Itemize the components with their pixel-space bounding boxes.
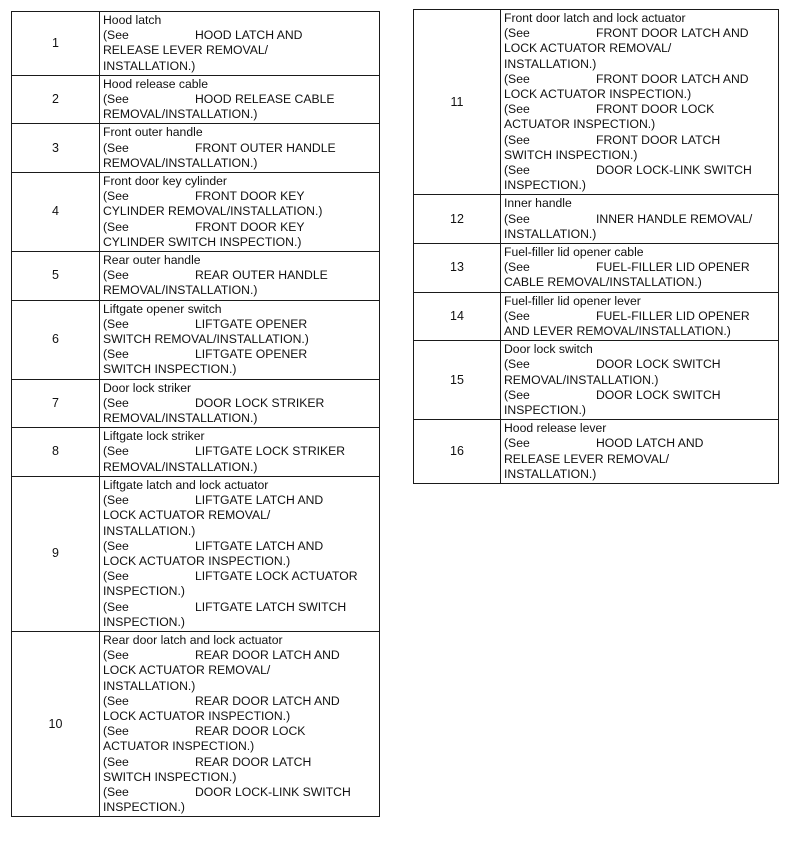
component-name: Fuel-filler lid opener lever [504, 293, 641, 308]
reference-text: REMOVAL/INSTALLATION.) [103, 107, 258, 122]
see-label: (See [504, 260, 530, 275]
reference-text: FRONT OUTER HANDLE [195, 140, 336, 155]
reference-text: REAR DOOR LOCK [195, 724, 306, 739]
reference-text: LIFTGATE OPENER [195, 316, 308, 331]
see-label: (See [103, 395, 129, 410]
item-number: 5 [12, 252, 100, 301]
component-name: Front door latch and lock actuator [504, 11, 686, 25]
reference-text: REAR DOOR LATCH AND [195, 693, 340, 708]
reference-text: LIFTGATE OPENER [195, 347, 308, 362]
reference-line [103, 694, 376, 709]
reference-text: INSPECTION.) [103, 614, 185, 629]
reference-text: DOOR LOCK SWITCH [596, 357, 721, 372]
component-name: Door lock switch [504, 342, 593, 357]
item-number: 6 [12, 300, 100, 379]
reference-text: LOCK ACTUATOR INSPECTION.) [103, 553, 291, 568]
reference-text: INSPECTION.) [103, 800, 185, 815]
item-description [100, 124, 380, 173]
reference-text: CABLE REMOVAL/INSTALLATION.) [504, 275, 702, 290]
reference-line [504, 178, 775, 193]
table-row [414, 341, 779, 420]
reference-line [103, 584, 376, 599]
see-label: (See [103, 444, 129, 459]
reference-line [504, 133, 775, 148]
reference-line [103, 569, 376, 584]
reference-text: FRONT DOOR LATCH AND [596, 26, 749, 41]
item-number: 7 [12, 379, 100, 428]
component-name: Liftgate opener switch [103, 301, 222, 316]
reference-line [504, 41, 775, 56]
reference-text: DOOR LOCK STRIKER [195, 395, 325, 410]
reference-line [103, 92, 376, 107]
reference-line [504, 275, 775, 290]
see-label: (See [103, 538, 129, 553]
item-number: 3 [12, 124, 100, 173]
see-label: (See [504, 436, 530, 451]
reference-text: SWITCH INSPECTION.) [504, 147, 638, 162]
reference-line [504, 227, 775, 242]
reference-text: AND LEVER REMOVAL/INSTALLATION.) [504, 324, 731, 339]
reference-text: LOCK ACTUATOR REMOVAL/ [103, 508, 271, 523]
item-number: 12 [414, 195, 501, 244]
see-label: (See [103, 724, 129, 739]
reference-text: SWITCH INSPECTION.) [103, 362, 237, 377]
item-description [100, 300, 380, 379]
see-label: (See [103, 754, 129, 769]
table-row [414, 10, 779, 195]
reference-line [504, 373, 775, 388]
reference-line [504, 57, 775, 72]
component-name: Rear outer handle [103, 253, 201, 268]
reference-line [103, 204, 376, 219]
reference-line [103, 524, 376, 539]
see-label: (See [504, 102, 530, 117]
table-row [12, 379, 380, 428]
item-number: 1 [12, 12, 100, 76]
reference-text: ACTUATOR INSPECTION.) [103, 739, 255, 754]
reference-text: LOCK ACTUATOR INSPECTION.) [504, 87, 692, 102]
reference-text: LIFTGATE LOCK STRIKER [195, 444, 346, 459]
item-number: 13 [414, 244, 501, 293]
reference-line [504, 452, 775, 467]
reference-line [103, 554, 376, 569]
reference-text: REAR OUTER HANDLE [195, 268, 328, 283]
table-row [414, 244, 779, 293]
item-number: 2 [12, 75, 100, 124]
reference-text: CYLINDER REMOVAL/INSTALLATION.) [103, 204, 323, 219]
reference-text: LOCK ACTUATOR INSPECTION.) [103, 708, 291, 723]
component-name: Front outer handle [103, 125, 203, 140]
reference-line [504, 388, 775, 403]
table-row [12, 12, 380, 76]
reference-text: HOOD LATCH AND [596, 436, 704, 451]
reference-line [504, 260, 775, 275]
item-description [100, 173, 380, 252]
reference-line [103, 724, 376, 739]
reference-line [103, 648, 376, 663]
reference-line [103, 663, 376, 678]
reference-text: FRONT DOOR KEY [195, 189, 305, 204]
reference-text: INNER HANDLE REMOVAL/ [596, 211, 753, 226]
table-row [12, 252, 380, 301]
reference-line [103, 396, 376, 411]
reference-text: HOOD RELEASE CABLE [195, 92, 335, 107]
item-description [501, 244, 779, 293]
reference-line [103, 600, 376, 615]
reference-line [103, 444, 376, 459]
reference-line [504, 309, 775, 324]
reference-line [504, 26, 775, 41]
reference-line [504, 467, 775, 482]
reference-line [504, 163, 775, 178]
item-description [100, 476, 380, 631]
reference-line [504, 436, 775, 451]
reference-text: REMOVAL/INSTALLATION.) [103, 459, 258, 474]
component-name: Fuel-filler lid opener cable [504, 245, 644, 260]
item-number: 9 [12, 476, 100, 631]
reference-text: SWITCH INSPECTION.) [103, 769, 237, 784]
reference-line [103, 28, 376, 43]
see-label: (See [103, 784, 129, 799]
reference-text: SWITCH REMOVAL/INSTALLATION.) [103, 332, 309, 347]
reference-line [103, 755, 376, 770]
reference-line [103, 283, 376, 298]
parts-table-left [11, 11, 380, 817]
reference-line [103, 615, 376, 630]
reference-text: FRONT DOOR LOCK [596, 102, 715, 117]
reference-text: LIFTGATE LATCH AND [195, 493, 324, 508]
reference-line [504, 102, 775, 117]
reference-text: FRONT DOOR LATCH AND [596, 71, 749, 86]
reference-text: INSPECTION.) [103, 584, 185, 599]
see-label: (See [103, 569, 129, 584]
reference-text: HOOD LATCH AND [195, 28, 303, 43]
reference-line [103, 317, 376, 332]
reference-line [103, 220, 376, 235]
parts-table-right-body [414, 10, 779, 484]
table-row [12, 173, 380, 252]
see-label: (See [504, 26, 530, 41]
reference-text: REMOVAL/INSTALLATION.) [103, 411, 258, 426]
reference-line [103, 189, 376, 204]
item-description [501, 292, 779, 341]
reference-line [103, 235, 376, 250]
reference-text: FRONT DOOR KEY [195, 219, 305, 234]
see-label: (See [504, 211, 530, 226]
reference-line [103, 785, 376, 800]
reference-text: REMOVAL/INSTALLATION.) [103, 155, 258, 170]
item-number: 11 [414, 10, 501, 195]
reference-line [103, 508, 376, 523]
see-label: (See [103, 693, 129, 708]
see-label: (See [504, 163, 530, 178]
reference-line [103, 709, 376, 724]
reference-line [103, 411, 376, 426]
reference-text: INSTALLATION.) [103, 678, 196, 693]
reference-text: INSTALLATION.) [504, 226, 597, 241]
item-number: 10 [12, 631, 100, 816]
reference-text: CYLINDER SWITCH INSPECTION.) [103, 234, 302, 249]
table-row [12, 300, 380, 379]
reference-text: INSPECTION.) [504, 403, 586, 418]
see-label: (See [504, 132, 530, 147]
component-name: Rear door latch and lock actuator [103, 632, 283, 647]
reference-text: DOOR LOCK SWITCH [596, 387, 721, 402]
reference-text: REAR DOOR LATCH AND [195, 648, 340, 663]
table-row [12, 631, 380, 816]
reference-line [504, 403, 775, 418]
see-label: (See [103, 316, 129, 331]
item-description [100, 12, 380, 76]
see-label: (See [103, 648, 129, 663]
reference-line [103, 107, 376, 122]
item-description [100, 379, 380, 428]
see-label: (See [504, 357, 530, 372]
component-name: Hood latch [103, 13, 162, 27]
item-number: 4 [12, 173, 100, 252]
component-name: Hood release cable [103, 76, 209, 91]
reference-text: DOOR LOCK-LINK SWITCH [596, 163, 752, 178]
reference-line [103, 800, 376, 815]
reference-text: INSTALLATION.) [504, 466, 597, 481]
reference-text: LIFTGATE LATCH AND [195, 538, 324, 553]
reference-line [103, 493, 376, 508]
item-number: 14 [414, 292, 501, 341]
parts-table-left-body [12, 12, 380, 817]
see-label: (See [504, 71, 530, 86]
reference-text: REMOVAL/INSTALLATION.) [103, 283, 258, 298]
reference-text: LIFTGATE LATCH SWITCH [195, 599, 347, 614]
component-name: Liftgate lock striker [103, 429, 205, 444]
reference-line [504, 357, 775, 372]
reference-line [504, 148, 775, 163]
reference-line [504, 324, 775, 339]
reference-text: INSTALLATION.) [103, 58, 196, 73]
parts-table-right [413, 9, 779, 484]
reference-text: FRONT DOOR LATCH [596, 132, 721, 147]
reference-line [103, 43, 376, 58]
reference-text: REAR DOOR LATCH [195, 754, 312, 769]
item-description [501, 10, 779, 195]
see-label: (See [103, 189, 129, 204]
reference-line [504, 212, 775, 227]
reference-text: RELEASE LEVER REMOVAL/ [103, 43, 269, 58]
see-label: (See [103, 599, 129, 614]
reference-line [103, 332, 376, 347]
component-name: Inner handle [504, 196, 572, 211]
reference-text: INSTALLATION.) [103, 523, 196, 538]
reference-text: LIFTGATE LOCK ACTUATOR [195, 569, 358, 584]
reference-text: INSPECTION.) [504, 178, 586, 193]
item-description [501, 195, 779, 244]
reference-text: FUEL-FILLER LID OPENER [596, 260, 750, 275]
reference-text: RELEASE LEVER REMOVAL/ [504, 451, 670, 466]
component-name: Door lock striker [103, 380, 192, 395]
reference-text: REMOVAL/INSTALLATION.) [504, 372, 659, 387]
reference-line [103, 739, 376, 754]
table-row [12, 428, 380, 477]
item-description [501, 341, 779, 420]
see-label: (See [103, 493, 129, 508]
component-name: Hood release lever [504, 421, 607, 436]
see-label: (See [504, 308, 530, 323]
item-number: 15 [414, 341, 501, 420]
reference-line [103, 460, 376, 475]
reference-line [504, 117, 775, 132]
see-label: (See [103, 347, 129, 362]
reference-line [103, 59, 376, 74]
reference-line [103, 156, 376, 171]
component-name: Liftgate latch and lock actuator [103, 477, 269, 492]
reference-line [504, 72, 775, 87]
item-description [100, 252, 380, 301]
table-row [414, 195, 779, 244]
reference-line [103, 539, 376, 554]
item-description [100, 631, 380, 816]
reference-line [103, 362, 376, 377]
reference-line [103, 268, 376, 283]
see-label: (See [103, 92, 129, 107]
reference-text: ACTUATOR INSPECTION.) [504, 117, 656, 132]
see-label: (See [103, 140, 129, 155]
table-row [12, 75, 380, 124]
table-row [12, 124, 380, 173]
reference-line [103, 347, 376, 362]
reference-text: LOCK ACTUATOR REMOVAL/ [504, 41, 672, 56]
item-number: 16 [414, 420, 501, 484]
see-label: (See [504, 387, 530, 402]
item-description [501, 420, 779, 484]
table-row [414, 292, 779, 341]
see-label: (See [103, 268, 129, 283]
item-description [100, 428, 380, 477]
reference-text: DOOR LOCK-LINK SWITCH [195, 784, 351, 799]
reference-line [103, 141, 376, 156]
component-name: Front door key cylinder [103, 174, 227, 189]
reference-text: FUEL-FILLER LID OPENER [596, 308, 750, 323]
see-label: (See [103, 219, 129, 234]
see-label: (See [103, 28, 129, 43]
reference-line [504, 87, 775, 102]
reference-text: INSTALLATION.) [504, 56, 597, 71]
item-number: 8 [12, 428, 100, 477]
reference-line [103, 679, 376, 694]
item-description [100, 75, 380, 124]
reference-text: LOCK ACTUATOR REMOVAL/ [103, 663, 271, 678]
table-row [12, 476, 380, 631]
table-row [414, 420, 779, 484]
reference-line [103, 770, 376, 785]
